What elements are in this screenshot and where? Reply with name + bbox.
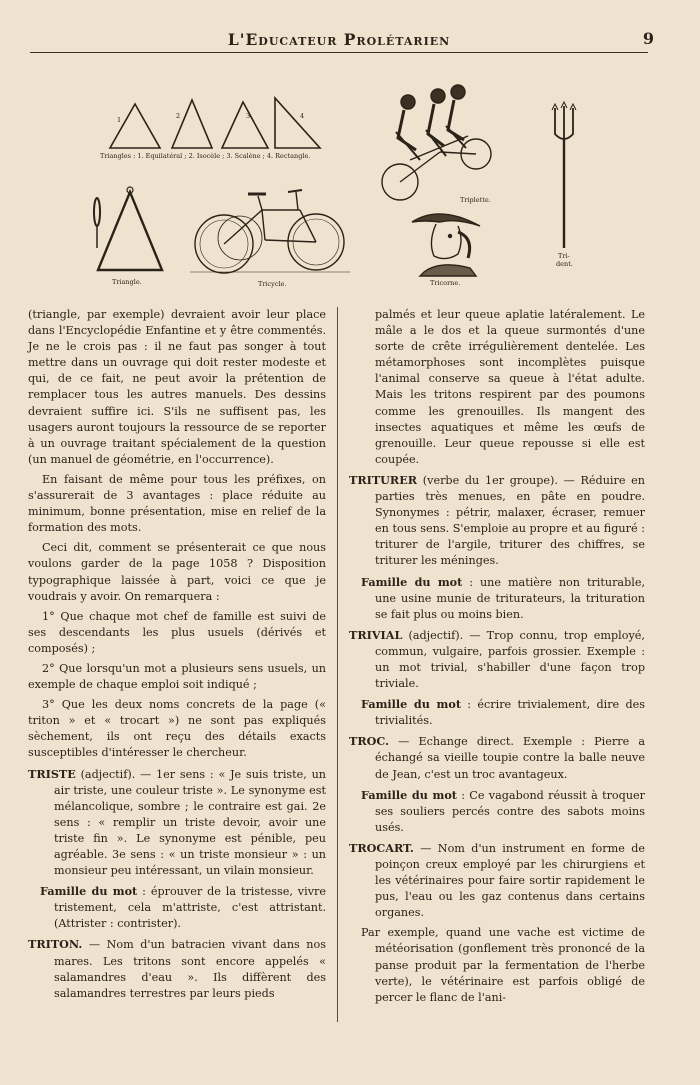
entry-troc [349,733,645,782]
word-family [349,574,645,623]
word-family [28,883,326,932]
headword: TROC. [349,734,389,749]
triangle-number-2: 2 [176,112,181,120]
definition: (adjectif). — Trop connu, trop employé, commun, vulgaire, parfois grossier. Exemple : un mot trivial, s'habiller d'une façon trop triviale. [375,628,645,691]
paragraph: Ceci dit, comment se présenterait ce que nous voulons garder de la page 1058 ? Disposition typographique laissée à part, voici ce que je voudrais y avoir. On remarquera : [28,541,326,603]
triangle-number-4: 4 [300,112,305,120]
tricorne-caption: Tricorne. [430,279,461,287]
family-label: Famille du mot [361,787,457,802]
tricorne-figure [412,214,480,276]
triangles-caption: Triangles : 1. Equilatéral ; 2. Isocèle ; 3. Scalène ; 4. Rectangle. [100,152,311,160]
trident-caption-1: Tri- [558,252,570,260]
page-number: 9 [642,29,654,48]
paragraph: En faisant de même pour tous les préfixes, on s'assurerait de 3 avantages : place réduite au minimum, bonne présentation, mise en relief de la formation des mots. [28,472,326,535]
triplette-caption: Triplette. [460,196,491,204]
left-column [28,307,326,1006]
headword: TRITURER [349,472,418,487]
entry-triton [28,936,326,1001]
triangle-number-1: 1 [117,116,122,124]
journal-title: L'Educateur Prolétarien [227,30,451,49]
family-text: : Ce vagabond réussit à troquer ses souliers percés contre des sabots moins usés. [375,788,645,834]
column-divider [337,307,338,1022]
paragraph: 2° Que lorsqu'un mot a plusieurs sens usuels, un exemple de chaque emploi soit indiqué ; [28,661,326,692]
word-family [349,787,645,836]
entry-triste [28,766,326,880]
family-label: Famille du mot [40,884,138,899]
family-text: : une matière non triturable, une usine munie de triturateurs, la trituration se fait plus ou moins bien. [375,575,645,621]
paragraph: (triangle, par exemple) devraient avoir leur place dans l'Encyclopédie Enfantine et y être commentés. Je ne le crois pas : il ne faut pas songer à tout mettre dans un ouvrage qui doit rester modeste et qui, de ce fait, ne peut avoir la prétention de remplacer tous les autres manuels. Des dessins devraient suffire ici. S'ils ne suffisent pas, les usagers auront toujours la ressource de se reporter à un ouvrage traitant spécialement de la question (un manuel de géométrie, en l'occurrence). [28,308,326,466]
right-column [349,307,645,1010]
family-label: Famille du mot [361,697,461,712]
paragraph: palmés et leur queue aplatie latéralement. Le mâle a le dos et la queue surmontés d'une sorte de crête irrégulièrement dentelée. Les métamorphoses sont incomplètes puisque l'animal conserve sa queue à l'état adulte. Mais les tritons respirent par des poumons comme les grenouilles. Ils mangent des insectes aquatiques et même les œufs de grenouille. Leur queue repousse si elle est coupée. [375,308,645,466]
word-family [349,696,645,729]
entry-trocart [349,840,645,921]
headword: TRISTE [28,766,76,781]
trident-figure [552,102,576,248]
paragraph: Par exemple, quand une vache est victime de météorisation (gonflement très prononcé de la panse produit par la fermentation de l'herbe verte), le vétérinaire est parfois obligé de percer le flanc de l'ani- [361,926,645,1004]
illustrations [0,0,700,300]
definition: — Nom d'un batracien vivant dans nos mares. Les tritons sont encore appelés « salamandres d'eau ». Ils diffèrent des salamandres terrestres par leurs pieds [54,938,326,1000]
definition: — Nom d'un instrument en forme de poinçon creux employé par les chirurgiens et les vétérinaires pour faire sortir rapidement le pus, l'eau ou les gaz contenus dans certains organes. [375,841,645,920]
family-label: Famille du mot [361,574,463,589]
triangle-caption: Triangle. [112,278,142,286]
entry-triturer [349,472,645,570]
definition: (verbe du 1er groupe). — Réduire en parties très menues, en pâte en poudre. Synonymes : pétrir, malaxer, écraser, remuer en tous sens. S'emploie au propre et au figuré : triturer de l'argile, triturer des chiffres, se triturer les méninges. [375,473,645,568]
triplette-figure [382,85,491,200]
paragraph: 1° Que chaque mot chef de famille est suivi de ses descendants les plus usuels (dérivés et composés) ; [28,609,326,655]
entry-trivial [349,627,645,692]
family-text: : écrire trivialement, dire des trivialités. [375,698,645,728]
trident-caption-2: dent. [556,260,573,268]
headword: TRITON. [28,937,83,952]
definition: — Echange direct. Exemple : Pierre a échangé sa vieille toupie contre la balle neuve de Jean, c'est un troc avantageux. [375,735,645,781]
tricycle-figure [190,190,350,273]
musical-triangle-figure [94,187,162,270]
headword: TROCART. [349,840,414,855]
triangles-figure [110,98,320,148]
paragraph: 3° Que les deux noms concrets de la page (« triton » et « trocart ») ne sont pas expliqués sèchement, ils ont reçu des détails exacts susceptibles d'intéresser le chercheur. [28,698,326,760]
triangle-number-3: 3 [246,112,251,120]
family-text: : éprouver de la tristesse, vivre tristement, cela m'attriste, c'est attristant. (Attrister : contrister). [54,885,326,931]
tricycle-caption: Tricycle. [258,280,287,288]
headword: TRIVIAL [349,627,403,642]
definition: (adjectif). — 1er sens : « Je suis triste, un air triste, une couleur triste ». Le synonyme est mélancolique, sombre ; le contraire est gai. 2e sens : « remplir un triste devoir, avoir une triste fin ». Le synonyme est pénible, peu agréable. 3e sens : « un triste monsieur » : un monsieur peu intéressant, un vilain monsieur. [54,767,326,878]
